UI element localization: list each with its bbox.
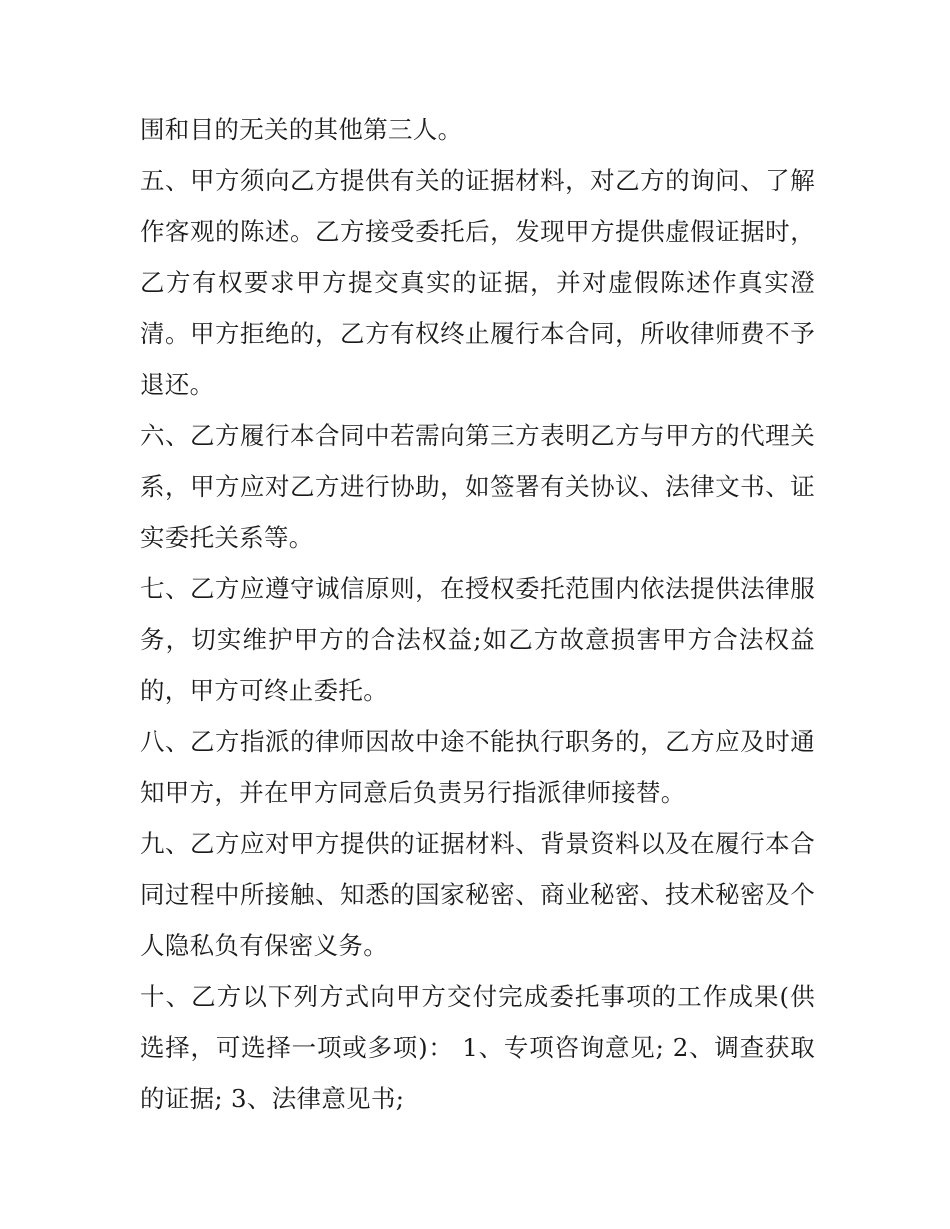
paragraph-clause-10: 十、乙方以下列方式向甲方交付完成委托事项的工作成果(供选择，可选择一项或多项)： 1、专项咨询意见; 2、调查获取的证据; 3、法律意见书;	[140, 982, 815, 1113]
paragraph-clause-6: 六、乙方履行本合同中若需向第三方表明乙方与甲方的代理关系，甲方应对乙方进行协助，如签署有关协议、法律文书、证实委托关系等。	[140, 421, 815, 552]
paragraph-clause-5: 五、甲方须向乙方提供有关的证据材料，对乙方的询问、了解作客观的陈述。乙方接受委托后，发现甲方提供虚假证据时，乙方有权要求甲方提交真实的证据，并对虚假陈述作真实澄清。甲方拒绝的，乙方有权终止履行本合同，所收律师费不予退还。	[140, 166, 815, 399]
paragraph-clause-8: 八、乙方指派的律师因故中途不能执行职务的，乙方应及时通知甲方，并在甲方同意后负责另行指派律师接替。	[140, 727, 815, 807]
paragraph-clause-7: 七、乙方应遵守诚信原则，在授权委托范围内依法提供法律服务，切实维护甲方的合法权益;如乙方故意损害甲方合法权益的，甲方可终止委托。	[140, 574, 815, 705]
document-body	[140, 104, 815, 1124]
paragraph-clause-9: 九、乙方应对甲方提供的证据材料、背景资料以及在履行本合同过程中所接触、知悉的国家秘密、商业秘密、技术秘密及个人隐私负有保密义务。	[140, 829, 815, 960]
paragraph-continuation: 围和目的无关的其他第三人。	[140, 115, 463, 144]
